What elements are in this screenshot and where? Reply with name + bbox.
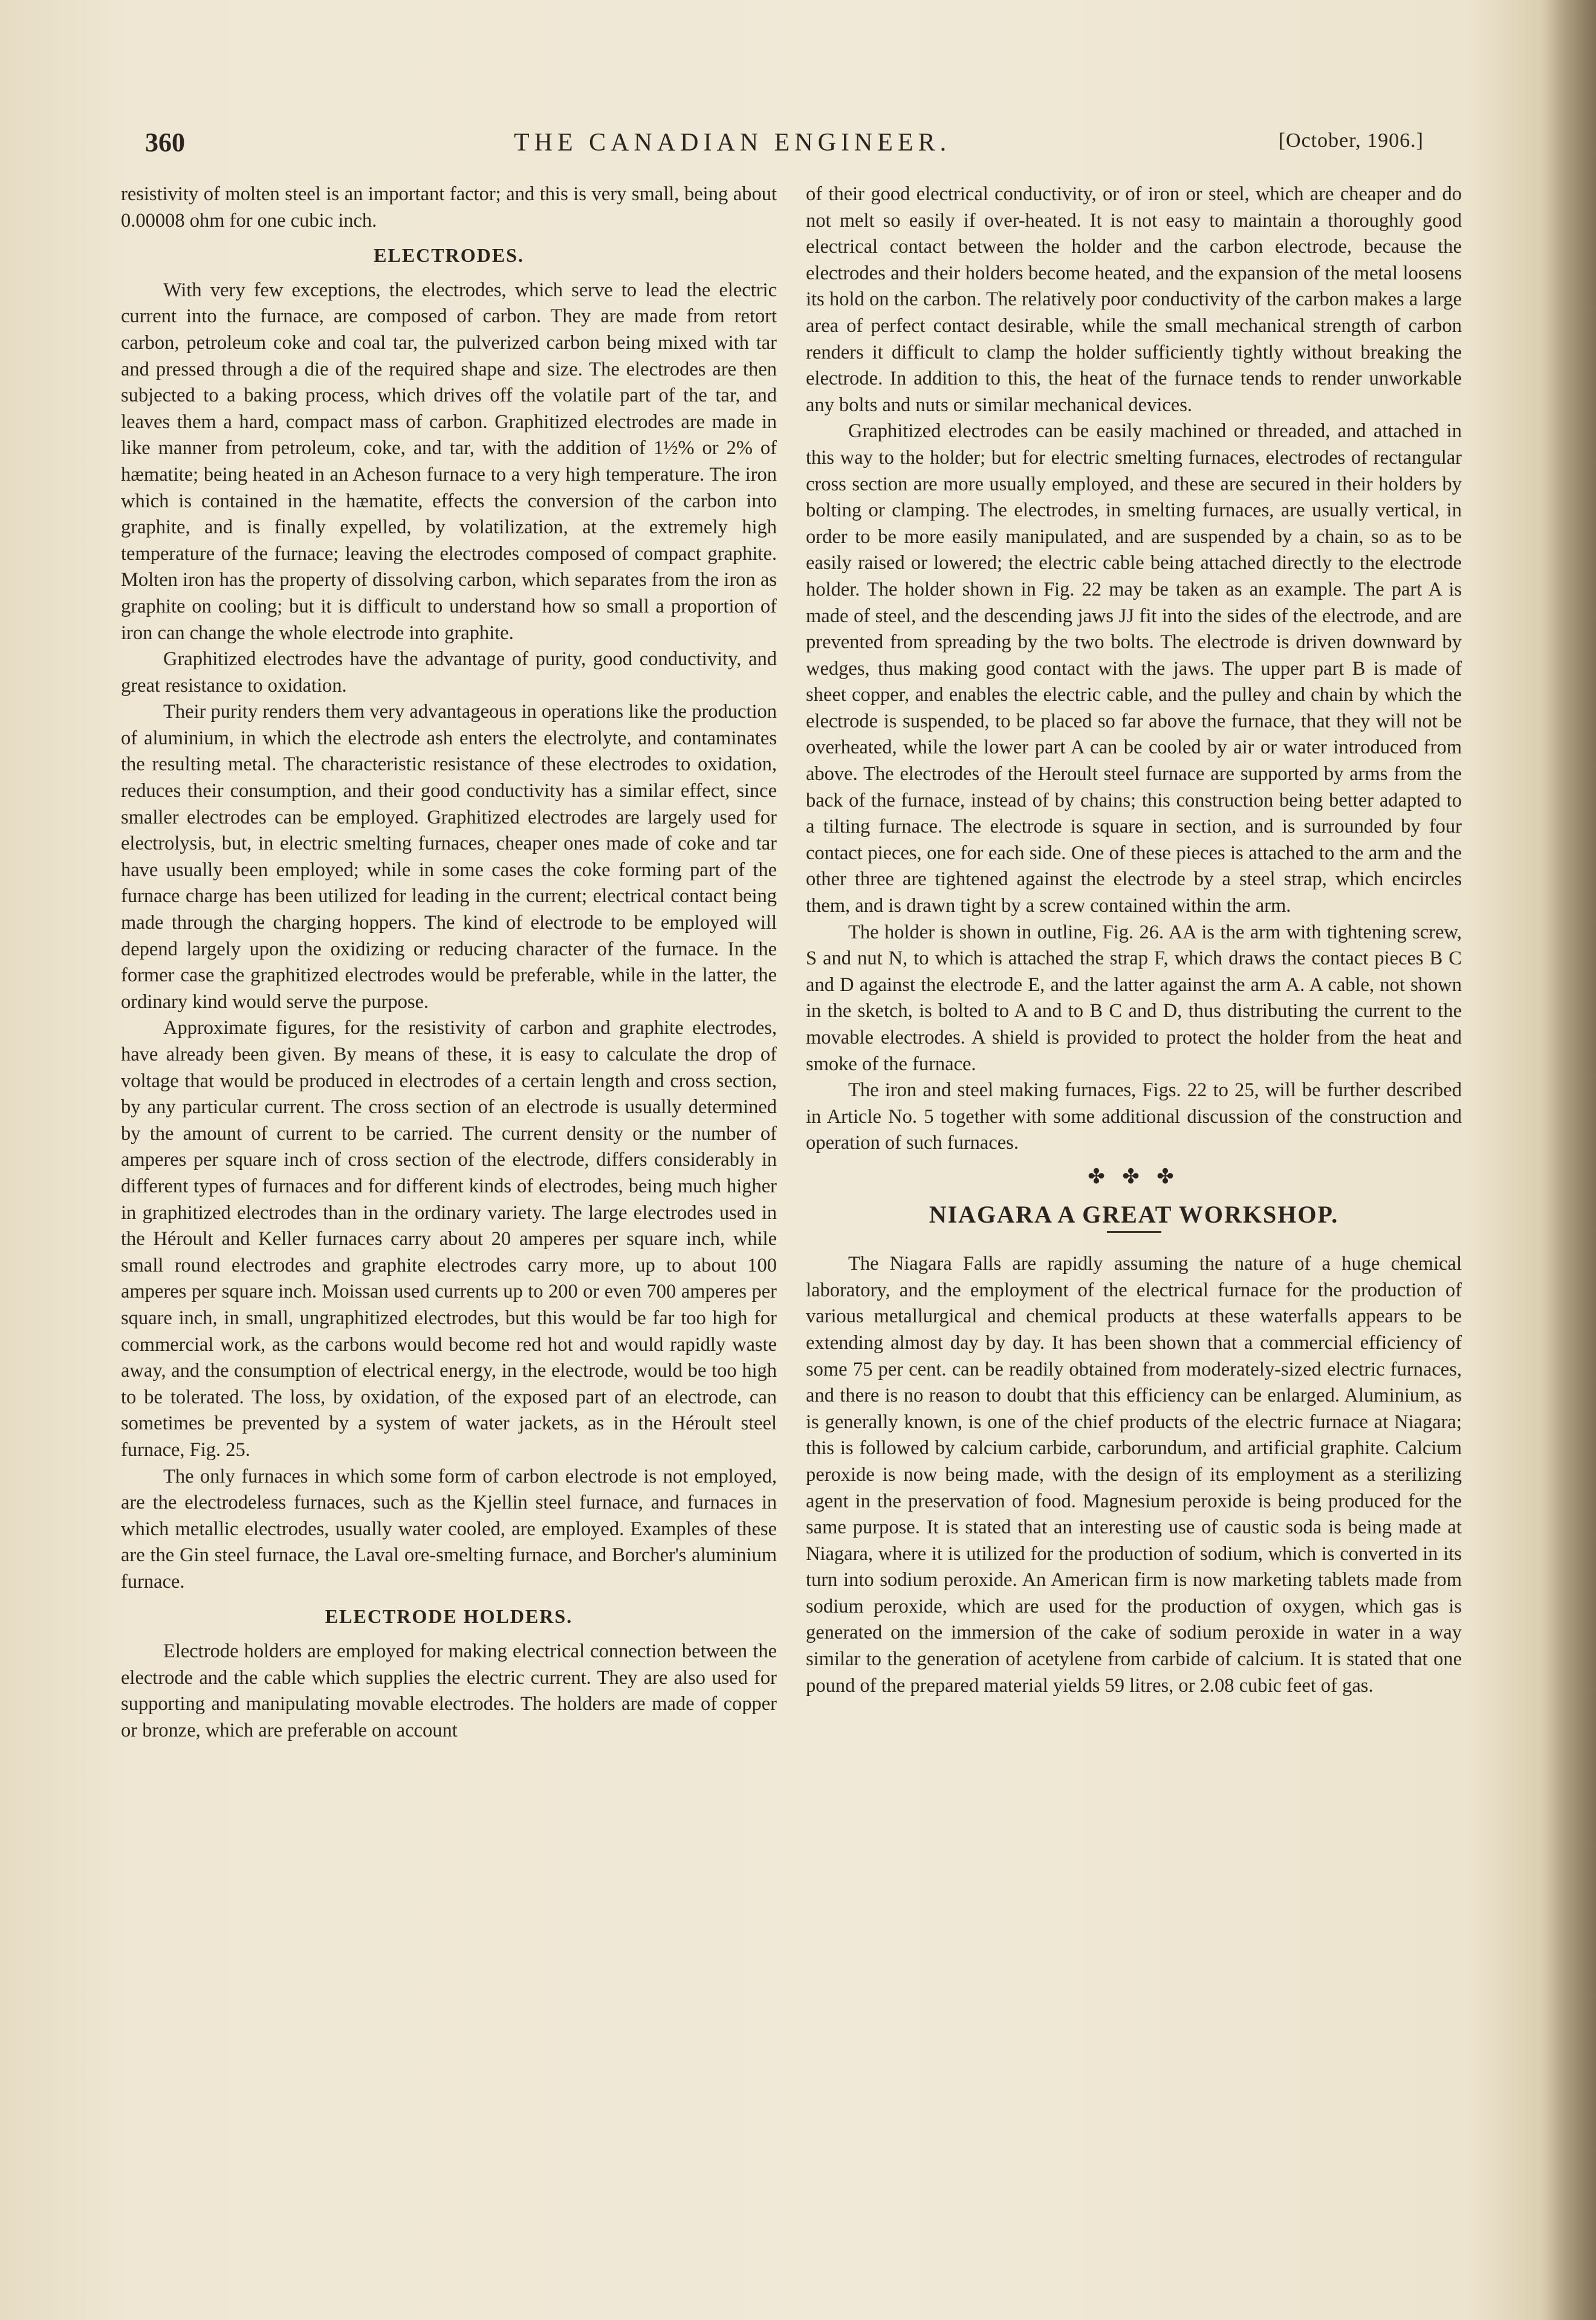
section-ornament: ✤ ✤ ✤ xyxy=(1088,1165,1180,1188)
paragraph: Electrode holders are employed for making electrical connection between the electrode and the cable which supplies the electric current. They are also used for supporting and manipulating movable electrodes. The holders are made of copper or bronze, which are preferable on account xyxy=(121,1640,777,1741)
title-underline xyxy=(1107,1231,1161,1233)
left-column xyxy=(121,181,777,1744)
page-header xyxy=(145,127,1424,157)
article-title-niagara: NIAGARA A GREAT WORKSHOP. xyxy=(929,1200,1339,1228)
paragraph: resistivity of molten steel is an important factor; and this is very small, being about 0.00008 ohm for one cubic inch. xyxy=(121,183,777,232)
paragraph: Approximate figures, for the resistivity of carbon and graphite electrodes, have already been given. By means of these, it is easy to calculate the drop of voltage that would be produced in electrodes of a certain length and cross section, by any particular current. The cross section of an electrode is usually determined by the amount of current to be carried. The current density or the number of amperes per square inch of cross section of the electrode, differs considerably in different types of furnaces and for different kinds of electrodes, being much higher in graphitized electrodes than in the ordinary variety. The large electrodes used in the Héroult and Keller furnaces carry about 20 amperes per square inch, while small round electrodes and graphite electrodes carry more, up to about 100 amperes per square inch. Moissan used currents up to 200 or even 700 amperes per square inch, in small, ungraphitized electrodes, but this would be far too high for commercial work, as the carbons would become red hot and would rapidly waste away, and the consumption of electrical energy, in the electrode, would be too high to be tolerated. The loss, by oxidation, of the exposed part of an electrode, can sometimes be prevented by a system of water jackets, as in the Héroult steel furnace, Fig. 25. xyxy=(121,1017,777,1461)
paragraph: With very few exceptions, the electrodes, which serve to lead the electric current into the furnace, are composed of carbon. They are made from retort carbon, petroleum coke and coal tar, the pulverized carbon being mixed with tar and pressed through a die of the required shape and size. The electrodes are then subjected to a baking process, which drives off the volatile part of the tar, and leaves them a hard, compact mass of carbon. Graphitized electrodes are made in like manner from petroleum, coke, and tar, with the addition of 1½% or 2% of hæmatite; being heated in an Acheson furnace to a very high temperature. The iron which is contained in the hæmatite, effects the conversion of the carbon into graphite, and is finally expelled, by volatilization, at the extremely high temperature of the furnace; leaving the electrodes composed of compact graphite. Molten iron has the property of dissolving carbon, which separates from the iron as graphite on cooling; but it is difficult to understand how so small a proportion of iron can change the whole electrode into graphite. xyxy=(121,279,777,644)
paragraph: Graphitized electrodes have the advantage of purity, good conductivity, and great resistance to oxidation. xyxy=(121,648,777,697)
paragraph: The only furnaces in which some form of carbon electrode is not employed, are the electrodeless furnaces, such as the Kjellin steel furnace, and furnaces in which metallic electrodes, usually water cooled, are employed. Examples of these are the Gin steel furnace, the Laval ore-smelting furnace, and Borcher's aluminium furnace. xyxy=(121,1465,777,1593)
section-heading-electrodes: ELECTRODES. xyxy=(374,244,524,267)
paragraph: The iron and steel making furnaces, Figs. 22 to 25, will be further described in Article No. 5 together with some additional discussion of the construction and operation of such furnaces. xyxy=(806,1079,1462,1154)
journal-title: THE CANADIAN ENGINEER. xyxy=(514,129,952,157)
issue-date: [October, 1906.] xyxy=(1278,129,1424,152)
paragraph: The Niagara Falls are rapidly assuming the nature of a huge chemical laboratory, and the employment of the electrical furnace for the production of various metallurgical and chemical products at these waterfalls appears to be extending almost day by day. It has been shown that a commercial efficiency of some 75 per cent. can be readily obtained from moderately-sized electric furnaces, and there is no reason to doubt that this efficiency can be enlarged. Aluminium, as is generally known, is one of the chief products of the electric furnace at Niagara; this is followed by calcium carbide, carborundum, and artificial graphite. Calcium peroxide is now being made, with the design of its employment as a sterilizing agent in the preservation of food. Magnesium peroxide is being produced for the same purpose. It is stated that an interesting use of caustic soda is being made at Niagara, where it is utilized for the production of sodium, which is converted in its turn into sodium peroxide. An American firm is now marketing tablets made from sodium peroxide, which are used for the production of oxygen, which gas is generated on the immersion of the cake of sodium peroxide in water in a way similar to the generation of acetylene from carbide of calcium. It is stated that one pound of the prepared material yields 59 litres, or 2.08 cubic feet of gas. xyxy=(806,1253,1462,1697)
section-heading-electrode-holders: ELECTRODE HOLDERS. xyxy=(325,1605,573,1628)
book-spine-shadow xyxy=(1542,0,1596,2320)
paragraph: Their purity renders them very advantageous in operations like the production of aluminium, in which the electrode ash enters the electrolyte, and contaminates the resulting metal. The characteristic resistance of these electrodes to oxidation, reduces their consumption, and their good conductivity has a similar effect, since smaller electrodes can be employed. Graphitized electrodes are largely used for electrolysis, but, in electric smelting furnaces, cheaper ones made of coke and tar have usually been employed; while in some cases the coke forming part of the furnace charge has been utilized for leading in the current; electrical contact being made through the charging hoppers. The kind of electrode to be employed will depend largely upon the oxidizing or reducing character of the furnace. In the former case the graphitized electrodes would be preferable, while in the latter, the ordinary kind would serve the purpose. xyxy=(121,701,777,1013)
page-number: 360 xyxy=(145,128,185,157)
paragraph: of their good electrical conductivity, or of iron or steel, which are cheaper and do not melt so easily if over-heated. It is not easy to maintain a thoroughly good electrical contact between the holder and the carbon electrode, because the electrodes and their holders become heated, and the expansion of the metal loosens its hold on the carbon. The relatively poor conductivity of the carbon makes a large area of perfect contact desirable, while the small mechanical strength of carbon renders it difficult to clamp the holder sufficiently tightly without breaking the electrode. In addition to this, the heat of the furnace tends to render unworkable any bolts and nuts or similar mechanical devices. xyxy=(806,183,1462,416)
right-column xyxy=(806,181,1462,1699)
paragraph: The holder is shown in outline, Fig. 26. AA is the arm with tightening screw, S and nut N, to which is attached the strap F, which draws the contact pieces B C and D against the electrode E, and the latter against the arm A. A cable, not shown in the sketch, is bolted to A and to B C and D, thus distributing the current to the movable electrodes. A shield is provided to protect the holder from the heat and smoke of the furnace. xyxy=(806,921,1462,1075)
paragraph: Graphitized electrodes can be easily machined or threaded, and attached in this way to the holder; but for electric smelting furnaces, electrodes of rectangular cross section are more usually employed, and these are secured in their holders by bolting or clamping. The electrodes, in smelting furnaces, are usually vertical, in order to be more easily manipulated, and are suspended by a chain, so as to be easily raised or lowered; the electric cable being attached directly to the electrode holder. The holder shown in Fig. 22 may be taken as an example. The part A is made of steel, and the descending jaws JJ fit into the sides of the electrode, and are prevented from spreading by the two bolts. The electrode is driven downward by wedges, thus making good contact with the jaws. The upper part B is made of sheet copper, and enables the electric cable, and the pulley and chain by which the electrode is suspended, to be placed so far above the furnace, that they will not be overheated, while the lower part A can be cooled by air or water introduced from above. The electrodes of the Heroult steel furnace are supported by arms from the back of the furnace, instead of by chains; this construction being better adapted to a tilting furnace. The electrode is square in section, and is surrounded by four contact pieces, one for each side. One of these pieces is attached to the arm and the other three are tightened against the electrode by a steel strap, which encircles them, and is drawn tight by a screw contained within the arm. xyxy=(806,420,1462,917)
